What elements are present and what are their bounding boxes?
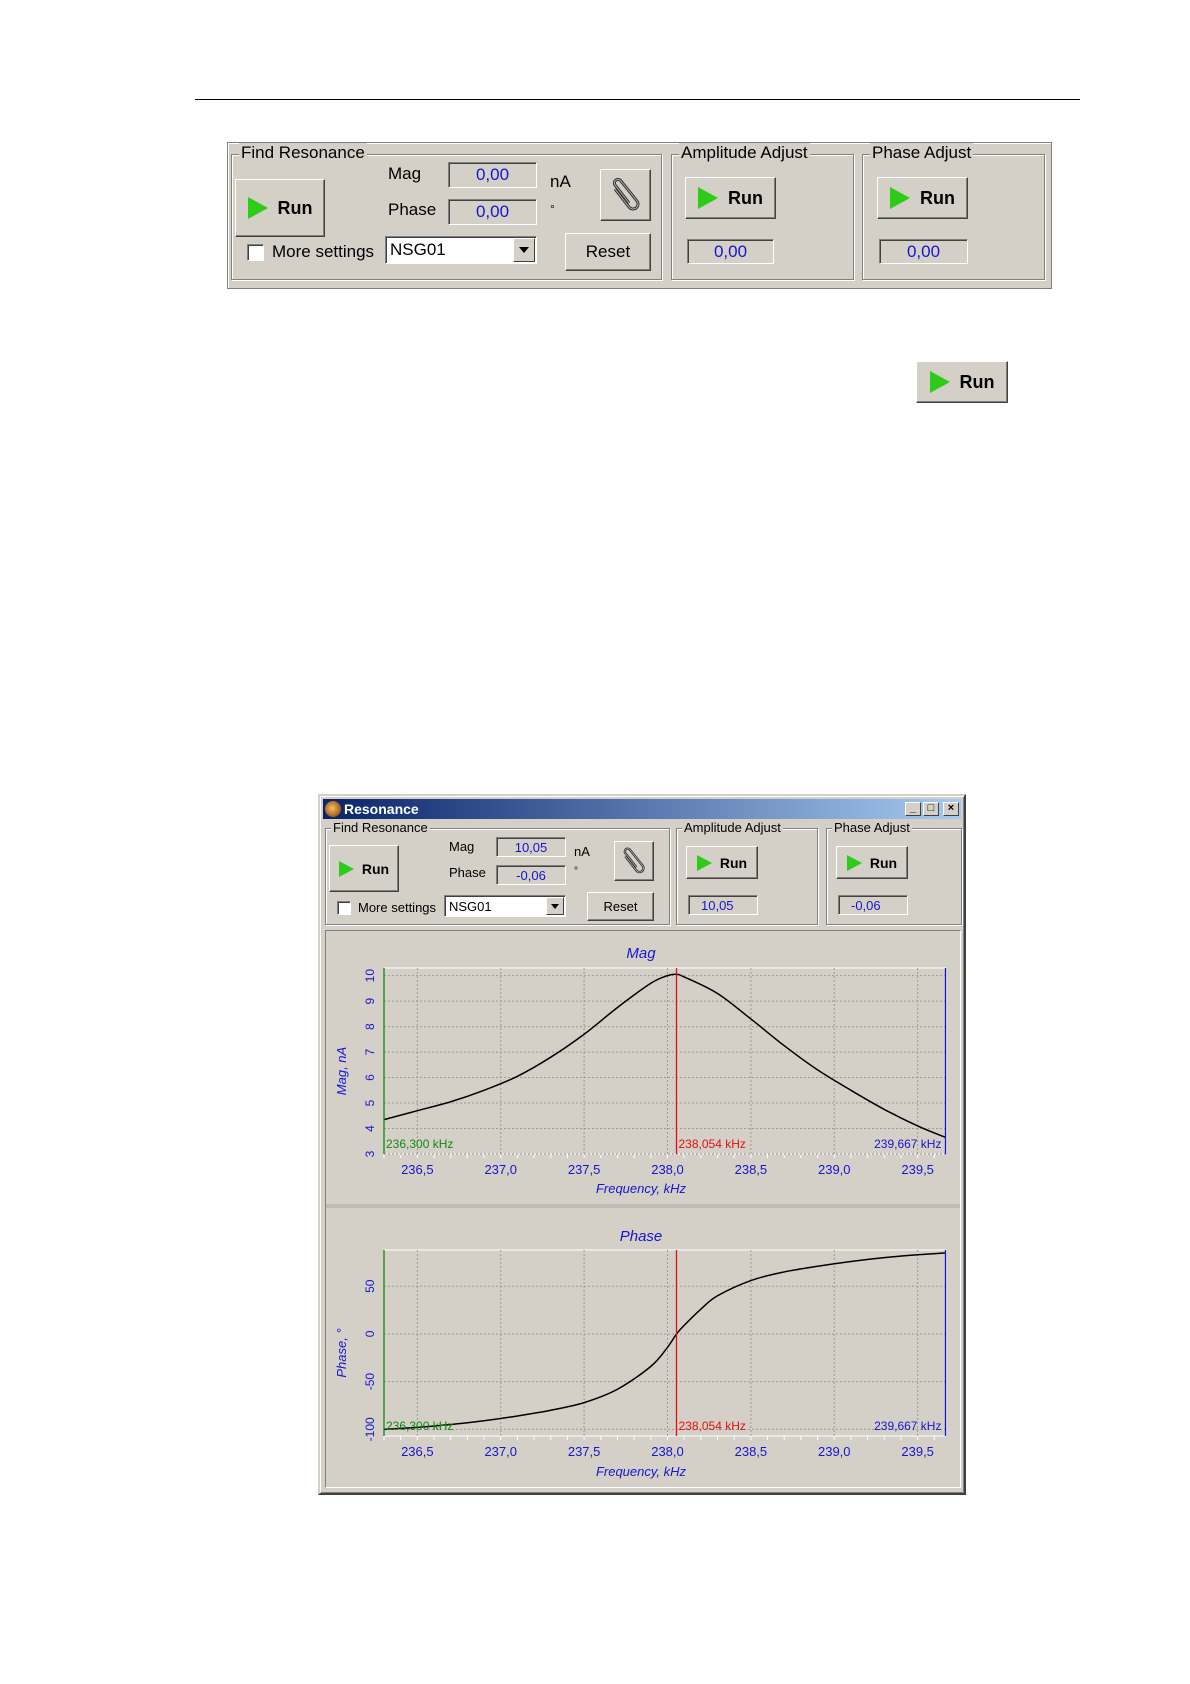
window-amplitude-value-field: 10,05 <box>688 895 758 915</box>
phase-adjust-run-button[interactable] <box>877 177 968 219</box>
phase-unit: ° <box>550 202 555 216</box>
y-tick-label: 50 <box>363 1279 377 1293</box>
close-icon[interactable]: × <box>943 802 959 816</box>
frequency-marker-label: 238,054 kHz <box>678 1137 746 1151</box>
window-titlebar[interactable] <box>323 799 961 819</box>
reset-button[interactable] <box>565 233 651 271</box>
mag-label: Mag <box>388 164 422 183</box>
window-reset-button[interactable] <box>587 892 654 921</box>
x-tick-label: 236,5 <box>401 1444 434 1459</box>
top-control-panel <box>227 142 1052 289</box>
find-resonance-run-button[interactable] <box>235 179 325 237</box>
probe-select[interactable] <box>385 236 537 264</box>
y-tick-label: -50 <box>363 1372 377 1391</box>
more-settings-checkbox[interactable] <box>247 244 264 261</box>
probe-select-value: NSG01 <box>390 240 446 259</box>
find-resonance-title: Find Resonance <box>241 143 365 162</box>
x-tick-label: 237,0 <box>484 1162 518 1177</box>
x-tick-label: 238,5 <box>734 1162 768 1177</box>
y-tick-label: 0 <box>363 1330 377 1338</box>
x-axis-label: Frequency, kHz <box>595 1181 687 1196</box>
x-tick-label: 239,5 <box>901 1162 934 1177</box>
chevron-down-icon[interactable] <box>546 897 564 915</box>
phase-adjust-title: Phase Adjust <box>872 143 972 162</box>
chart-mag <box>334 945 946 1196</box>
phase-unit: ° <box>574 866 578 877</box>
amplitude-adjust-group <box>671 143 854 280</box>
play-icon <box>697 855 712 871</box>
run-label: Run <box>361 860 390 877</box>
standalone-run-button[interactable] <box>916 361 1008 403</box>
plot-frame <box>384 968 946 1154</box>
mag-unit: nA <box>574 844 590 859</box>
chart-divider <box>326 1204 960 1208</box>
window-amplitude-adjust-group <box>676 820 818 925</box>
run-label: Run <box>728 187 763 208</box>
x-axis-label: Frequency, kHz <box>595 1464 687 1479</box>
window-phase-adjust-value-field: -0,06 <box>838 895 908 915</box>
clipboard-button[interactable] <box>614 841 654 881</box>
more-settings-checkbox[interactable] <box>337 901 351 915</box>
y-tick-label: 3 <box>363 1150 377 1158</box>
play-icon <box>930 371 950 393</box>
amplitude-value-field: 0,00 <box>687 239 774 264</box>
x-tick-label: 238,5 <box>734 1444 768 1459</box>
y-axis-label: Mag, nA <box>334 1046 349 1096</box>
window-probe-select[interactable] <box>444 895 566 917</box>
mag-value-field: 0,00 <box>448 162 537 188</box>
play-icon <box>890 187 910 209</box>
run-label: Run <box>959 371 995 392</box>
window-phase-value-field: -0,06 <box>496 865 566 885</box>
minimize-icon[interactable]: _ <box>905 802 921 816</box>
phase-label: Phase <box>388 200 437 219</box>
clipboard-button[interactable] <box>600 169 651 221</box>
find-resonance-title: Find Resonance <box>333 820 428 835</box>
x-tick-label: 237,5 <box>567 1162 601 1177</box>
mag-label: Mag <box>449 839 475 854</box>
run-label: Run <box>277 197 313 218</box>
y-tick-label: 6 <box>363 1074 377 1081</box>
reset-label: Reset <box>603 899 638 914</box>
phase-adjust-title: Phase Adjust <box>834 820 910 835</box>
window-amplitude-run-button[interactable] <box>686 846 758 879</box>
frequency-marker-label: 236,300 kHz <box>386 1137 454 1151</box>
y-tick-label: 8 <box>363 1023 377 1030</box>
x-tick-label: 237,5 <box>567 1444 601 1459</box>
window-find-resonance-run-button[interactable] <box>329 845 399 892</box>
phase-value-field: 0,00 <box>448 199 537 225</box>
paperclip-icon <box>619 845 649 877</box>
plot-frame <box>384 1250 946 1436</box>
app-icon <box>325 801 341 817</box>
charts-svg <box>326 931 960 1487</box>
y-axis-label: Phase, ° <box>334 1328 349 1378</box>
x-tick-label: 238,0 <box>651 1162 684 1177</box>
x-tick-label: 236,5 <box>401 1162 434 1177</box>
window-find-resonance-group <box>325 820 670 925</box>
y-tick-label: 9 <box>363 997 377 1005</box>
frequency-marker-label: 238,054 kHz <box>678 1419 746 1433</box>
x-tick-label: 239,0 <box>817 1162 851 1177</box>
x-tick-label: 237,0 <box>484 1444 518 1459</box>
chart-title: Mag <box>626 945 656 962</box>
resonance-window <box>318 794 966 1495</box>
phase-adjust-group <box>862 143 1045 280</box>
window-mag-value-field: 10,05 <box>496 837 566 857</box>
reset-label: Reset <box>585 242 631 261</box>
x-tick-label: 238,0 <box>651 1444 684 1459</box>
frequency-marker-label: 239,667 kHz <box>874 1137 942 1151</box>
play-icon <box>248 197 268 219</box>
y-tick-label: -100 <box>363 1417 377 1442</box>
window-title: Resonance <box>344 801 419 817</box>
chart-area <box>325 930 961 1488</box>
header-rule <box>195 99 1080 100</box>
probe-select-value: NSG01 <box>449 898 492 914</box>
paperclip-icon <box>607 175 645 215</box>
frequency-marker-label: 236,300 kHz <box>386 1419 454 1433</box>
phase-label: Phase <box>449 865 486 880</box>
mag-unit: nA <box>550 172 571 191</box>
play-icon <box>847 855 862 871</box>
play-icon <box>339 861 354 877</box>
amplitude-adjust-title: Amplitude Adjust <box>681 143 808 162</box>
window-phase-adjust-group <box>826 820 962 925</box>
y-tick-label: 5 <box>363 1099 377 1107</box>
chart-phase <box>334 1228 946 1479</box>
y-tick-label: 4 <box>363 1125 377 1132</box>
chevron-down-icon[interactable] <box>513 238 535 262</box>
chart-title: Phase <box>619 1228 663 1245</box>
y-tick-label: 7 <box>363 1048 377 1056</box>
frequency-marker-label: 239,667 kHz <box>874 1419 942 1433</box>
run-label: Run <box>869 854 898 871</box>
y-tick-label: 10 <box>363 968 377 983</box>
more-settings-label: More settings <box>272 242 375 261</box>
x-tick-label: 239,0 <box>817 1444 851 1459</box>
more-settings-label: More settings <box>358 900 437 915</box>
x-tick-label: 239,5 <box>901 1444 934 1459</box>
window-phase-run-button[interactable] <box>836 846 908 879</box>
amplitude-adjust-title: Amplitude Adjust <box>684 820 781 835</box>
run-label: Run <box>719 854 748 871</box>
run-label: Run <box>920 187 955 208</box>
amplitude-adjust-run-button[interactable] <box>685 177 776 219</box>
phase-adjust-value-field: 0,00 <box>879 239 968 264</box>
play-icon <box>698 187 718 209</box>
find-resonance-group <box>231 143 662 280</box>
maximize-icon[interactable]: □ <box>923 802 939 816</box>
